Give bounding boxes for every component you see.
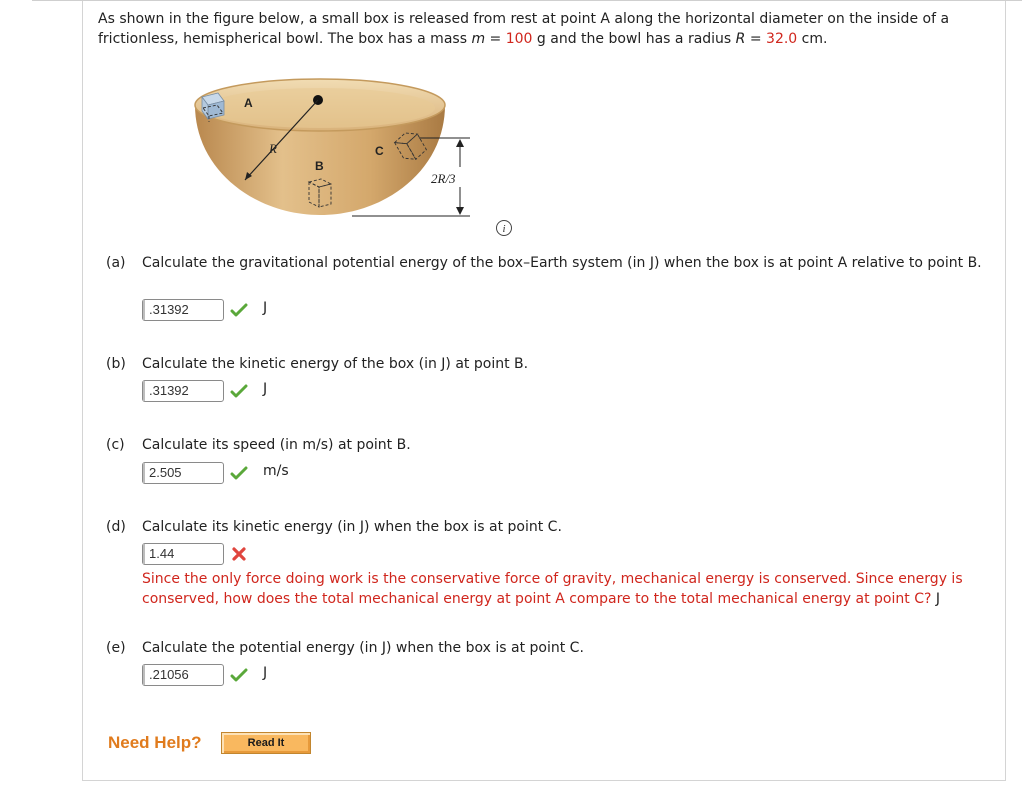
part-letter: (d) [106, 519, 126, 535]
read-it-button[interactable]: Read It [221, 732, 311, 754]
part-question: Calculate the gravitational potential energy of the box–Earth system (in J) when the box is at point A relative to point B. [142, 255, 982, 271]
check-icon [230, 301, 248, 319]
check-icon [230, 382, 248, 400]
unit-label: J [935, 591, 940, 607]
unit-label: m/s [263, 463, 289, 479]
check-icon [230, 666, 248, 684]
feedback-message: Since the only force doing work is the conservative force of gravity, mechanical energy is conserved. Since energy is conserved, how does the total mechanical energy at point A compare to the total mechanical energy at point C? J [142, 571, 963, 607]
answer-input-b[interactable]: .31392 [142, 380, 224, 402]
label-r: R [269, 141, 277, 156]
label-height: 2R/3 [431, 171, 456, 186]
unit-label: J [263, 381, 268, 397]
part-letter: (e) [106, 640, 126, 656]
radius-value: 32.0 [766, 31, 798, 47]
need-help-label: Need Help? [108, 733, 202, 752]
part-letter: (a) [106, 255, 126, 271]
answer-input-a[interactable]: .31392 [142, 299, 224, 321]
part-question: Calculate its kinetic energy (in J) when the box is at point C. [142, 519, 562, 535]
part-question: Calculate the potential energy (in J) when the box is at point C. [142, 640, 584, 656]
part-question: Calculate the kinetic energy of the box (in J) at point B. [142, 356, 529, 372]
info-icon[interactable] [495, 219, 513, 237]
answer-input-c[interactable]: 2.505 [142, 462, 224, 484]
unit-label: J [263, 665, 268, 681]
problem-statement: As shown in the figure below, a small box is released from rest at point A along the horizontal diameter on the inside of a frictionless, hemispherical bowl. The box has a mass m = 100 g and the bowl has a radius R = 32.0 cm. [98, 11, 950, 47]
mass-value: 100 [505, 31, 533, 47]
check-icon [230, 464, 248, 482]
answer-input-d[interactable]: 1.44 [142, 543, 224, 565]
label-c: C [375, 144, 384, 158]
unit-label: J [263, 300, 268, 316]
bowl-figure [185, 75, 515, 245]
answer-input-e[interactable]: .21056 [142, 664, 224, 686]
label-b: B [315, 159, 324, 173]
x-mark-icon [230, 545, 248, 563]
part-letter: (b) [106, 356, 126, 372]
svg-text:i: i [502, 223, 506, 235]
part-letter: (c) [106, 437, 125, 453]
part-question: Calculate its speed (in m/s) at point B. [142, 437, 411, 453]
label-a: A [244, 96, 253, 110]
